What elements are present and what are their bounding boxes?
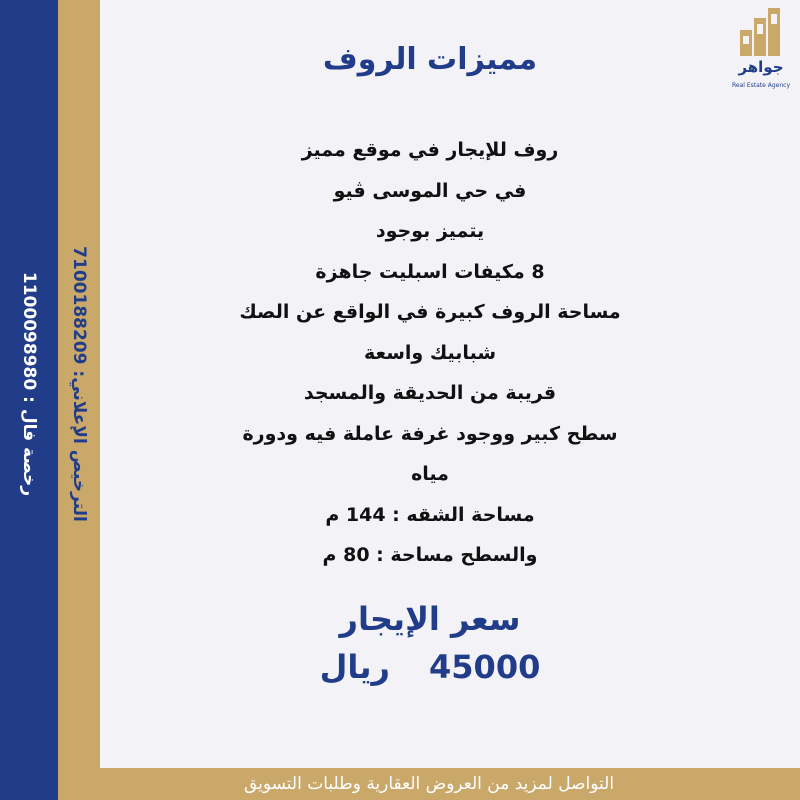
- feature-line: سطح كبير ووجود غرفة عاملة فيه ودورة: [242, 422, 618, 445]
- ad-license-text: الترخيص الإعلاني: 7100188209: [69, 246, 89, 522]
- feature-line: مساحة الشقه : 144 م: [325, 503, 535, 526]
- features-list: [200, 130, 660, 576]
- feature-line: في حي الموسى ڤيو: [333, 179, 527, 202]
- feature-line: 8 مكيفات اسبليت جاهزة: [315, 260, 545, 283]
- feature-line: والسطح مساحة : 80 م: [322, 544, 538, 566]
- footer-bar: [58, 768, 800, 800]
- feature-line: روف للإيجار في موقع مميز: [301, 139, 559, 161]
- price-value: [200, 648, 660, 686]
- page-title: مميزات الروف: [322, 42, 538, 77]
- feature-line: مياه: [411, 463, 449, 485]
- feature-line: شبابيك واسعة: [363, 341, 497, 364]
- price-amount: 45000: [429, 648, 541, 686]
- feature-line: قريبة من الحديقة والمسجد: [303, 382, 557, 404]
- brand-logo: [732, 6, 790, 94]
- footer-text: التواصل لمزيد من العروض العقارية وطلبات التسويق: [243, 774, 615, 794]
- fal-license-text: رخصة فال : 1100098980: [19, 271, 39, 497]
- logo-subtitle: Real Estate Agency: [732, 82, 790, 89]
- feature-line: مساحة الروف كبيرة في الواقع عن الصك: [239, 301, 621, 323]
- jawaher-building-logo-icon: [738, 6, 784, 58]
- price-label: سعر الإيجار: [339, 600, 521, 638]
- logo-wordmark: جواهر: [738, 58, 784, 76]
- feature-line: يتميز بوجود: [375, 220, 485, 242]
- price-currency: ريال: [319, 648, 390, 686]
